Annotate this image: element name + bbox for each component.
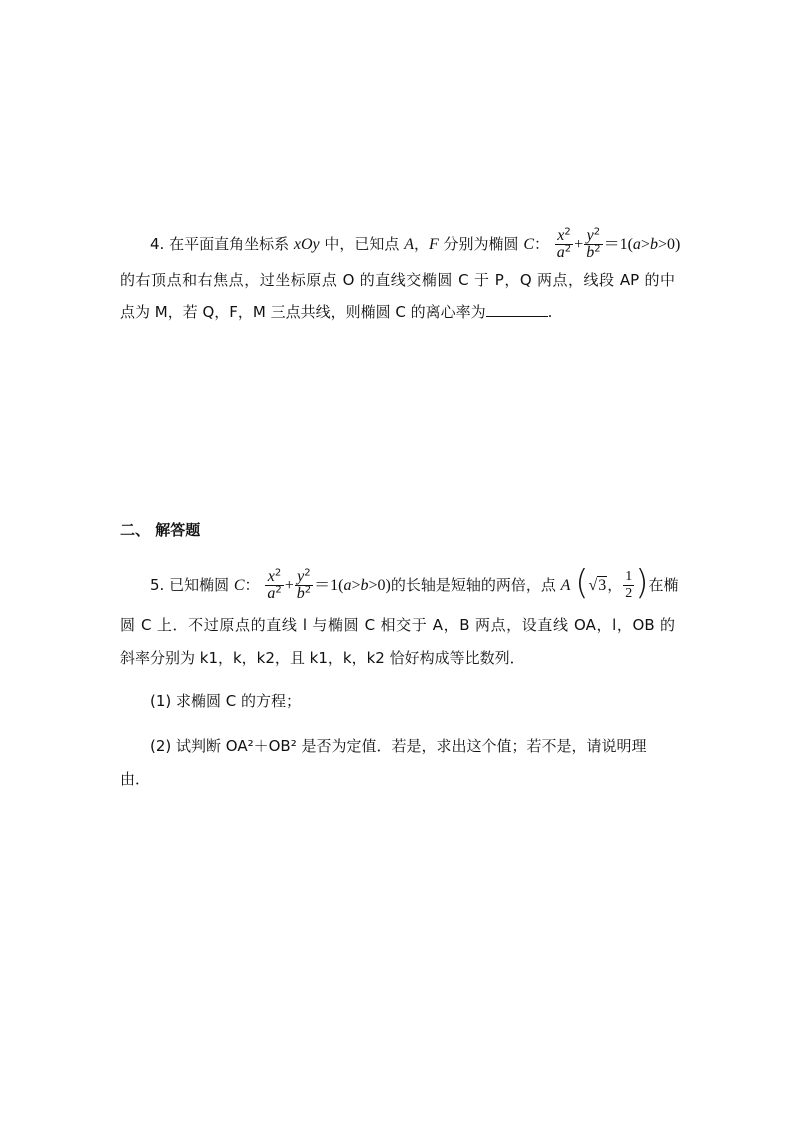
q5-text: 在椭 xyxy=(648,576,679,594)
frac-den: a xyxy=(556,244,565,261)
q4-fraction-x2-a2 xyxy=(555,228,573,261)
sup: 2 xyxy=(304,584,312,596)
frac-num: x xyxy=(557,227,565,244)
q4-var-xoy: xOy xyxy=(293,236,320,253)
q4-var-c: C xyxy=(523,236,534,253)
answer-blank[interactable] xyxy=(486,302,548,317)
var-a: a xyxy=(632,236,641,253)
plus-sign: + xyxy=(284,577,294,594)
var-b: b xyxy=(649,236,658,253)
q5-part-1: (1) 求椭圆 C 的方程； xyxy=(150,692,302,710)
var-a: a xyxy=(343,577,352,594)
right-paren: ) xyxy=(635,562,649,603)
sup: 2 xyxy=(594,243,601,255)
radicand: 3 xyxy=(598,577,607,594)
q4-colon: ： xyxy=(533,235,549,253)
q5-line-1 xyxy=(150,562,679,603)
frac-den: b xyxy=(586,244,595,261)
q4-text: 分别为椭圆 xyxy=(438,235,524,253)
q5-fraction-y2-b2 xyxy=(295,569,313,602)
left-paren: ( xyxy=(575,562,589,603)
q4-line-3 xyxy=(120,301,675,323)
q4-text: 点为 M，若 Q，F，M 三点共线，则椭圆 C 的离心率为 xyxy=(120,303,486,321)
q5-colon: ： xyxy=(244,576,260,594)
gt: > xyxy=(640,236,650,253)
frac-num: y xyxy=(297,568,305,585)
q4-text: 4. 在平面直角坐标系 xyxy=(150,235,290,253)
q4-var-f: F xyxy=(428,236,439,253)
q5-var-c: C xyxy=(233,577,245,594)
comma: ， xyxy=(607,576,623,594)
q5-text: 5. 已知椭圆 xyxy=(150,576,234,594)
q4-equals: ＝1( xyxy=(603,236,633,253)
plus-sign: + xyxy=(574,236,584,253)
q5-fraction-half xyxy=(623,569,634,602)
sup: 2 xyxy=(304,567,311,579)
section-heading: 二、 解答题 xyxy=(120,521,201,539)
sup: 2 xyxy=(564,226,571,238)
frac-num: 1 xyxy=(625,569,633,584)
q5-line-3: 斜率分别为 k1，k，k2，且 k1，k，k2 恰好构成等比数列． xyxy=(120,649,525,667)
q5-line-2: 圆 C 上．不过原点的直线 l 与椭圆 C 相交于 A，B 两点，设直线 OA，l，OB 的 xyxy=(120,616,675,634)
gt: > xyxy=(351,577,361,594)
q5-fraction-x2-a2 xyxy=(265,569,283,602)
sup: 2 xyxy=(274,567,282,579)
q4-fraction-y2-b2 xyxy=(584,228,602,261)
q4-comma: ， xyxy=(413,235,429,253)
sup: 2 xyxy=(593,226,601,238)
q4-var-a: A xyxy=(404,236,414,253)
var-b: b xyxy=(360,577,369,594)
period: . xyxy=(547,303,553,321)
frac-den: b xyxy=(296,585,305,602)
frac-den: 2 xyxy=(625,586,633,601)
q5-equals: ＝1( xyxy=(314,577,344,594)
q4-text: 中，已知点 xyxy=(319,235,405,253)
q5-var-a-point: A xyxy=(560,577,571,594)
frac-num: y xyxy=(586,227,594,244)
q4-line-2: 的右顶点和右焦点，过坐标原点 O 的直线交椭圆 C 于 P，Q 两点，线段 AP 的中 xyxy=(120,271,675,289)
q5-part-2: (2) 试判断 OA²＋OB² 是否为定值．若是，求出这个值；若不是，请说明理 xyxy=(150,737,647,755)
sup: 2 xyxy=(564,243,572,255)
sqrt-3: √3 xyxy=(588,577,607,594)
q4-line-1 xyxy=(150,226,681,261)
q5-part-2-end: 由． xyxy=(120,770,151,788)
gt-zero: >0) xyxy=(657,236,681,253)
q5-text: 的长轴是短轴的两倍，点 xyxy=(390,576,561,594)
sup: 2 xyxy=(275,584,282,596)
frac-num: x xyxy=(267,568,275,585)
gt-zero: >0) xyxy=(368,577,391,594)
frac-den: a xyxy=(267,585,276,602)
